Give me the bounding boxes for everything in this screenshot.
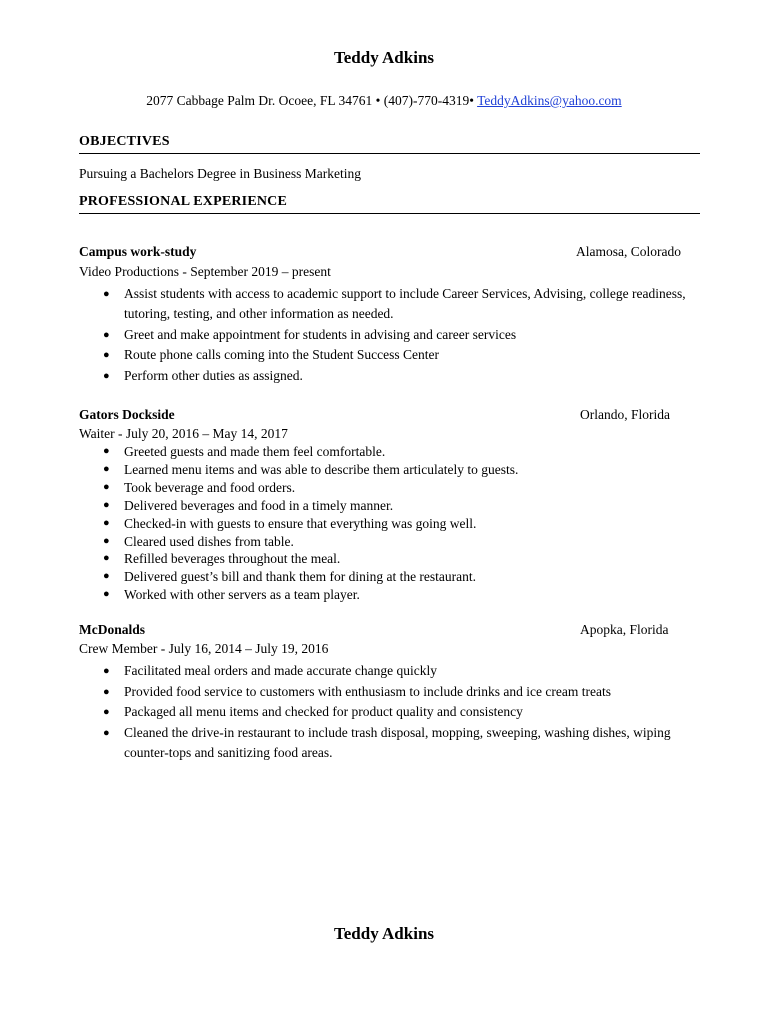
address-phone: 2077 Cabbage Palm Dr. Ocoee, FL 34761 • (407)-770-4319• — [146, 93, 474, 108]
job-employer: Campus work-study — [79, 244, 197, 259]
job-role: Waiter - July 20, 2016 – May 14, 2017 — [79, 426, 288, 441]
list-item: ● Delivered guest’s bill and thank them for dining at the restaurant. — [103, 569, 477, 585]
bullet-icon: ● — [103, 570, 110, 583]
bullet-icon: ● — [103, 552, 110, 565]
job-duties-list — [79, 284, 699, 386]
objectives-heading: OBJECTIVES — [79, 134, 170, 149]
bullet-icon: ● — [103, 534, 110, 547]
job-location: Orlando, Florida — [580, 407, 670, 422]
list-item: ● Worked with other servers as a team player. — [103, 587, 360, 603]
bullet-icon: ● — [103, 288, 110, 300]
experience-divider — [79, 213, 700, 214]
bullet-icon: ● — [103, 328, 110, 341]
bullet-icon: ● — [103, 665, 110, 677]
job-role: Crew Member - July 16, 2014 – July 19, 2016 — [79, 641, 329, 656]
job-employer: Gators Dockside — [79, 407, 175, 422]
list-item: ● Facilitated meal orders and made accurate change quickly — [79, 661, 699, 682]
list-item: ● Checked-in with guests to ensure that everything was going well. — [103, 515, 477, 531]
experience-heading: PROFESSIONAL EXPERIENCE — [79, 194, 288, 209]
bullet-icon: ● — [103, 498, 110, 511]
list-item: ● Assist students with access to academic support to include Career Services, Advising, college readiness, tutoring, testing, and other information as needed. — [103, 286, 686, 321]
contact-line — [0, 93, 768, 109]
resume-name: Teddy Adkins — [333, 48, 435, 67]
list-item: ● Provided food service to customers with enthusiasm to include drinks and ice cream treats — [79, 682, 699, 703]
list-item: ● Greet and make appointment for students in advising and career services — [79, 325, 699, 345]
job-duties-list — [79, 443, 699, 604]
bullet-icon: ● — [103, 445, 110, 457]
objectives-divider — [79, 153, 700, 154]
job-location: Alamosa, Colorado — [576, 244, 681, 259]
objectives-text: Pursuing a Bachelors Degree in Business Marketing — [79, 166, 361, 181]
list-item: ● Packaged all menu items and checked for product quality and consistency — [79, 702, 699, 723]
email-link[interactable]: TeddyAdkins@yahoo.com — [477, 93, 622, 108]
list-item: ● Took beverage and food orders. — [103, 479, 296, 495]
bullet-icon: ● — [103, 726, 110, 739]
bullet-icon: ● — [103, 349, 110, 361]
footer-name: Teddy Adkins — [333, 924, 435, 943]
list-item: ● Greeted guests and made them feel comfortable. — [103, 444, 386, 459]
list-item: ● Delivered beverages and food in a timely manner. — [103, 497, 394, 513]
bullet-icon: ● — [103, 706, 110, 718]
job-duties-list — [79, 661, 699, 764]
bullet-icon: ● — [103, 480, 110, 493]
job-location: Apopka, Florida — [580, 622, 669, 637]
list-item: ● Cleared used dishes from table. — [103, 533, 294, 549]
bullet-icon: ● — [103, 462, 110, 475]
bullet-icon: ● — [103, 516, 110, 529]
bullet-icon: ● — [103, 369, 110, 382]
list-item: ● Cleaned the drive-in restaurant to include trash disposal, mopping, sweeping, washing dishes, wiping counter-tops and sanitizing food areas. — [103, 724, 671, 760]
list-item: ● Perform other duties as assigned. — [79, 366, 699, 386]
bullet-icon: ● — [103, 588, 110, 601]
job-employer: McDonalds — [79, 622, 146, 637]
bullet-icon: ● — [103, 685, 110, 698]
job-role: Video Productions - September 2019 – present — [79, 264, 331, 279]
list-item: ● Refilled beverages throughout the meal. — [103, 551, 341, 567]
list-item: ● Route phone calls coming into the Student Success Center — [79, 345, 699, 365]
list-item: ● Learned menu items and was able to describe them articulately to guests. — [103, 461, 519, 477]
